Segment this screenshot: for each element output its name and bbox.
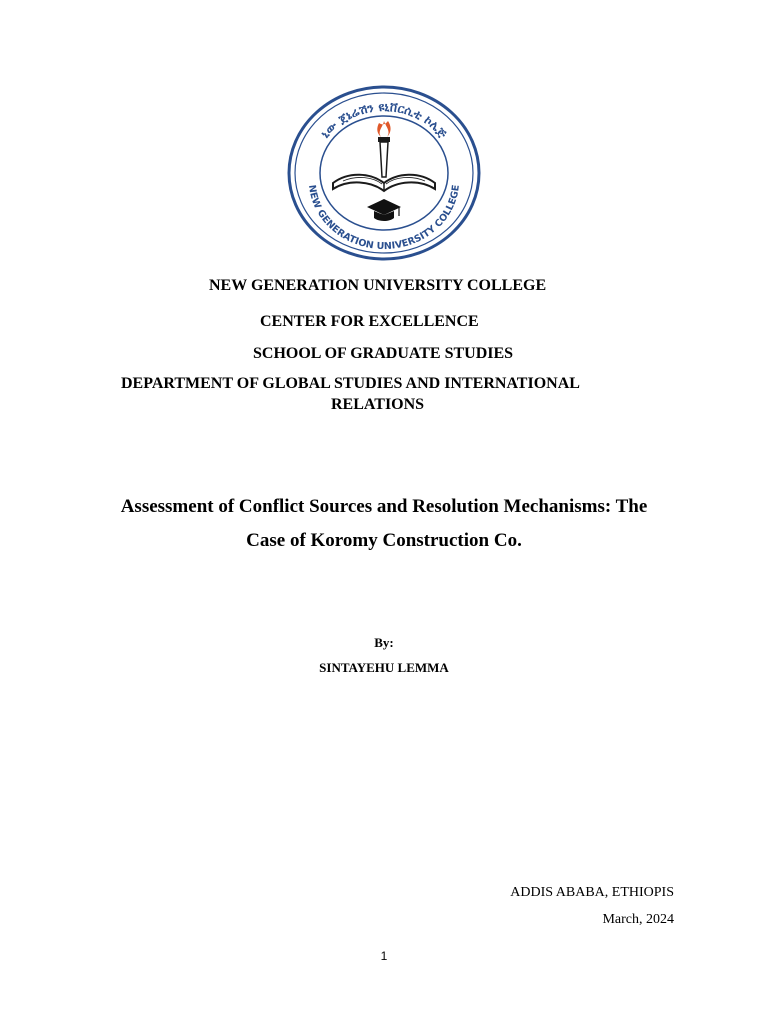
university-name: NEW GENERATION UNIVERSITY COLLEGE [209,277,547,294]
by-label: By: [374,635,394,650]
center-name: CENTER FOR EXCELLENCE [260,313,479,330]
page-number: 1 [380,949,388,963]
submission-date: March, 2024 [602,912,674,927]
place-of-submission: ADDIS ABABA, ETHIOPIS [510,885,674,900]
school-name: SCHOOL OF GRADUATE STUDIES [253,345,514,362]
thesis-title-line2: Case of Koromy Construction Co. [246,530,522,551]
department-name-line1: DEPARTMENT OF GLOBAL STUDIES AND INTERNATIONAL [121,375,580,392]
seal-top-text: ኒው ጀኔሬሽን ዩኒቨርሲቲ ኮሌጅ [317,99,450,141]
department-name-line2: RELATIONS [331,396,425,413]
thesis-title [80,490,688,558]
thesis-title-line1: Assessment of Conflict Sources and Resolution Mechanisms: The [120,496,648,517]
seal-bottom-text: NEW GENERATION UNIVERSITY COLLEGE [306,184,462,253]
author-name: SINTAYEHU LEMMA [319,660,449,675]
college-seal-logo [287,85,481,261]
